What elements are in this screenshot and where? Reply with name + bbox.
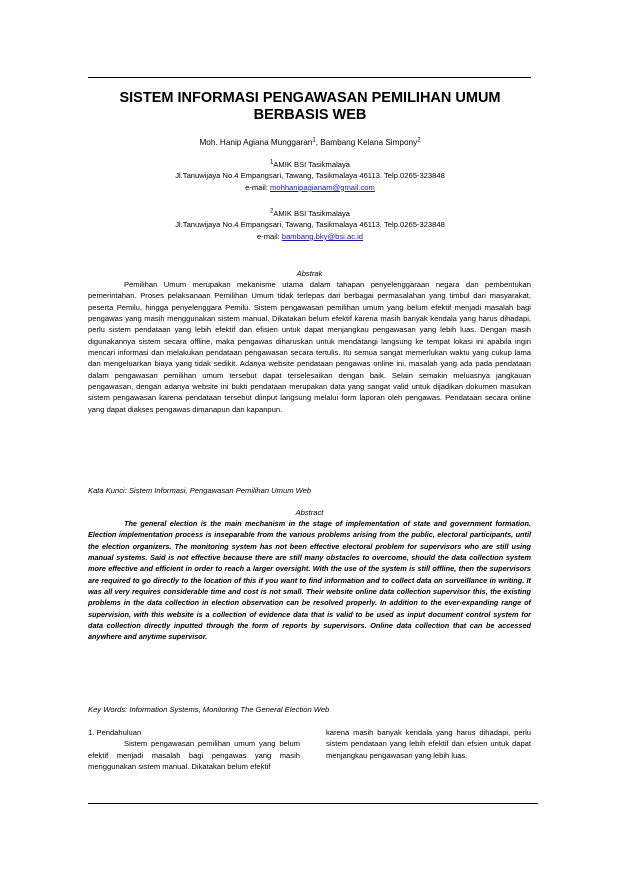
title-line-2: BERBASIS WEB [253, 107, 367, 123]
affil-1-email-label: e-mail: [245, 182, 271, 192]
kata-kunci: Kata Kunci: Sistem Informasi, Pengawasan Pemilihan Umum Web [88, 486, 312, 495]
author-2: , Bambang Kelana Simpony [315, 138, 418, 147]
author-1-sup: 1 [312, 137, 316, 144]
abstract-text: The general election is the main mechanism in the stage of implementation of state and government formation. Election implementation process is inseparable from the various problems arising from the public, electoral participants, until the election organizers. The monitoring system has not been effective electoral problem for supervisors who are still using manual systems. Said is not effective because there are still many obstacles to overcome, should the data collection system more effective and efficient in order to reach a larger oversight. With the use of the system is still offline, then the supervisors are required to go directly to the location of this if you want to find information and to collect data on surveillance in writing. It was all very requires considerable time and cost is not small. Their website online data collection supervisor this, the existing problems in the data collection in election observation can be resolved properly. In addition to the ever-expanding range of supervision, with this website is a collection of evidence data that is valid to be used as input document control system for data collection directly inputted through the form of reports by supervisors. Online data collection that can be accessed anywhere and anytime supervisor. [88, 519, 531, 642]
section-1-left-text: Sistem pengawasan pemilihan umum yang belum efektif menjadi masalah bagi pengawas yang masih menggunakan sistem manual. Dikatakan belum efektif [88, 739, 300, 772]
author-1: Moh. Hanip Agiana Munggaran [199, 138, 313, 147]
affil-1-address: Jl.Tanuwijaya No.4 Empangsari, Tawang, Tasikmalaya 46113. Telp.0265-323848 [175, 171, 445, 181]
body-column-left [88, 727, 300, 773]
top-rule [88, 77, 531, 78]
section-1-left-paragraph [88, 738, 300, 772]
author-2-sup: 2 [417, 137, 421, 144]
paper-title [70, 90, 550, 124]
bottom-rule [88, 803, 538, 804]
key-words: Key Words: Information Systems, Monitoring The General Election Web [88, 705, 330, 714]
affiliation-1 [70, 159, 550, 193]
affil-1-sup: 1 [269, 159, 274, 166]
section-1-title: 1. Pendahuluan [88, 728, 142, 737]
body-column-right [326, 727, 531, 761]
affil-2-email-link[interactable]: bambang.bky@bsi.ac.id [281, 231, 364, 241]
abstrak-heading: Abstrak [296, 269, 323, 278]
affil-2-email-label: e-mail: [256, 231, 282, 241]
abstract-heading: Abstract [295, 508, 324, 517]
abstrak-text: Pemilihan Umum merupakan mekanisme utama dalam tahapan penyelenggaraan negara dan pembentukan pemerintahan. Proses pelaksanaan Pemilihan Umum tidak terlepas dari berbagai permasalahan yang timbul dari masyarakat, peserta Pemilu, hingga penyelenggara Pemilu. Sistem pengawasan pemilihan umum yang belum efektif menjadi masalah bagi pengawas yang masih menggunakan sistem manual. Dikatakan belum efektif karena masih banyak kendala yang harus dihadapi, perlu sistem pendataan yang lebih efektif dan efisien untuk dapat menjangkau pengawasan yang lebih luas. Dengan masih digunakannya sistem secara offline, maka pengawas diharuskan untuk mendatangi langsung ke tempat lokasi ini apabila ingin mencari informasi dan melakukan pendataan pengawasan secara tertulis. Itu semua sangat memerlukan waktu yang cukup lama dan mengeluarkan biaya yang tidak sedikit. Adanya website pendataan pengawas online ini, masalah yang ada pada pendataan dalam pengawasan pemilihan umum tersebut dapat terselesaikan dengan baik. Selain semakin meluasnya jangkauan pengawasan, dengan adanya website ini bukti pendataan merupakan data yang sangat valid untuk dijadikan dokumen masukan sistem pengawasan karena pendataan tersebut diinput langsung melalui form laporan oleh pengawas. Pendataan secara online yang dapat diakses pengawas dimanapun dan kapanpun. [88, 280, 531, 414]
affil-1-name: AMIK BSI Tasikmalaya [273, 160, 350, 169]
abstract-paragraph [88, 518, 531, 643]
affil-2-name: AMIK BSI Tasikmalaya [273, 209, 350, 218]
affil-1-email-link[interactable]: mohhanipagianam@gmail.com [270, 182, 375, 192]
section-1-right-text: karena masih banyak kendala yang harus dihadapi, perlu sistem pendataan yang lebih efektif dan efsien untuk dapat menjangkau pengawasan yang lebih luas. [326, 728, 531, 760]
authors-line [70, 137, 550, 149]
affil-2-address: Jl.Tanuwijaya No.4 Empangsari, Tawang, Tasikmalaya 46113. Telp.0265-323848 [175, 220, 445, 230]
affiliation-2 [70, 208, 550, 242]
affil-2-sup: 2 [269, 208, 274, 215]
abstrak-paragraph [88, 279, 531, 415]
title-line-1: SISTEM INFORMASI PENGAWASAN PEMILIHAN UMUM [119, 90, 501, 106]
